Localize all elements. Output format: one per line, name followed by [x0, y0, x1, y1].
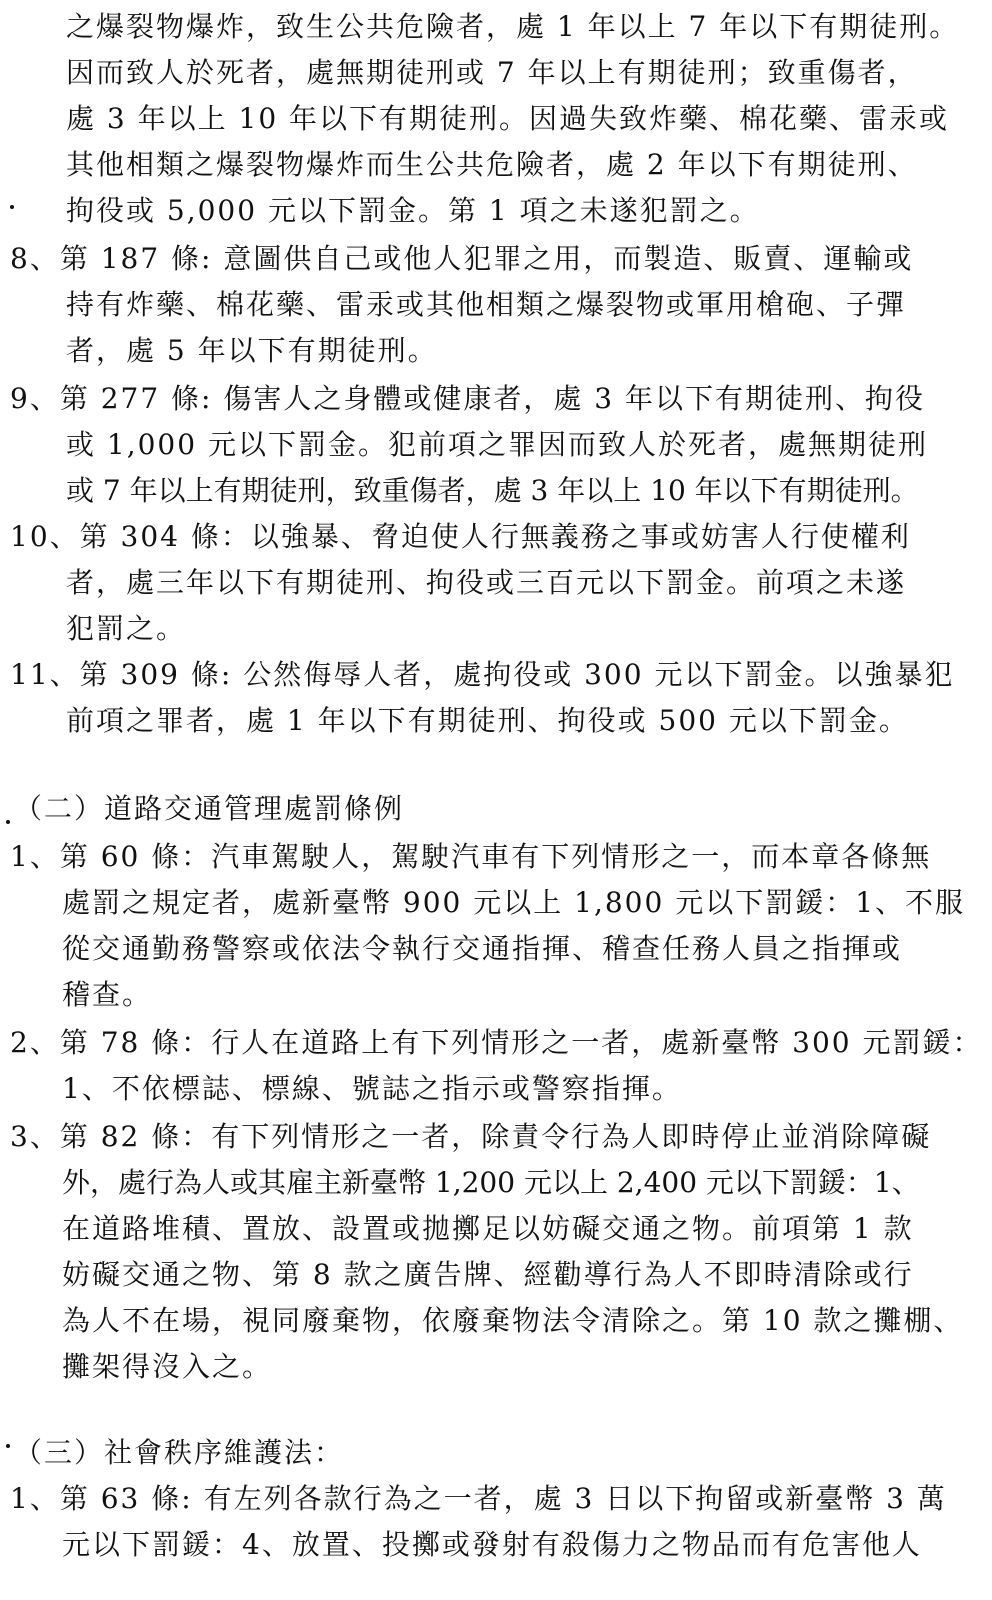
document-line: 或 7 年以上有期徒刑，致重傷者，處 3 年以上 10 年以下有期徒刑。	[66, 474, 919, 507]
document-line: 前項之罪者，處 1 年以下有期徒刑、拘役或 500 元以下罰金。	[66, 704, 909, 737]
document-line: 或 1,000 元以下罰金。犯前項之罪因而致人於死者，處無期徒刑	[66, 428, 928, 461]
document-line: 為人不在場，視同廢棄物，依廢棄物法令清除之。第 10 款之攤棚、	[62, 1304, 964, 1337]
document-line: 犯罰之。	[66, 612, 187, 645]
document-line: 處 3 年以上 10 年以下有期徒刑。因過失致炸藥、棉花藥、雷汞或	[66, 102, 950, 135]
document-line: 8、第 187 條: 意圖供自己或他人犯罪之用，而製造、販賣、運輸或	[10, 242, 914, 275]
document-line: 者，處三年以下有期徒刑、拘役或三百元以下罰金。前項之未遂	[66, 566, 907, 599]
document-line: 稽查。	[62, 978, 153, 1011]
document-line: （二）道路交通管理處罰條例	[14, 792, 405, 825]
document-line: 拘役或 5,000 元以下罰金。第 1 項之未遂犯罰之。	[66, 194, 760, 227]
document-line: 元以下罰鍰：4、放置、投擲或發射有殺傷力之物品而有危害他人	[62, 1528, 922, 1561]
document-line: 妨礙交通之物、第 8 款之廣告牌、經勸導行為人不即時清除或行	[62, 1258, 914, 1291]
document-line: 2、第 78 條：行人在道路上有下列情形之一者，處新臺幣 300 元罰鍰：	[10, 1026, 983, 1059]
document-line: 1、第 60 條：汽車駕駛人，駕駛汽車有下列情形之一，而本章各條無	[10, 840, 932, 873]
document-line: 持有炸藥、棉花藥、雷汞或其他相類之爆裂物或軍用槍砲、子彈	[66, 288, 907, 321]
document-line: 10、第 304 條：以強暴、脅迫使人行無義務之事或妨害人行使權利	[10, 520, 911, 553]
document-line: 者，處 5 年以下有期徒刑。	[66, 334, 438, 367]
document-line: 3、第 82 條：有下列情形之一者，除責令行為人即時停止並消除障礙	[10, 1120, 932, 1153]
document-line: 在道路堆積、置放、設置或拋擲足以妨礙交通之物。前項第 1 款	[62, 1212, 914, 1245]
scan-mark	[6, 820, 10, 824]
document-line: 1、不依標誌、標線、號誌之指示或警察指揮。	[62, 1072, 682, 1105]
document-line: （三）社會秩序維護法：	[14, 1436, 345, 1469]
document-line: 其他相類之爆裂物爆炸而生公共危險者，處 2 年以下有期徒刑、	[66, 148, 918, 181]
document-line: 9、第 277 條: 傷害人之身體或健康者，處 3 年以下有期徒刑、拘役	[10, 382, 926, 415]
scan-mark	[10, 205, 14, 209]
document-line: 1、第 63 條: 有左列各款行為之一者，處 3 日以下拘留或新臺幣 3 萬	[10, 1482, 947, 1515]
scan-mark	[6, 1444, 10, 1448]
document-line: 處罰之規定者，處新臺幣 900 元以上 1,800 元以下罰鍰：1、不服	[62, 886, 966, 919]
document-line: 因而致人於死者，處無期徒刑或 7 年以上有期徒刑；致重傷者，	[66, 56, 918, 89]
document-line: 攤架得沒入之。	[62, 1350, 273, 1383]
document-line: 從交通勤務警察或依法令執行交通指揮、稽查任務人員之指揮或	[62, 932, 903, 965]
document-line: 之爆裂物爆炸，致生公共危險者，處 1 年以上 7 年以下有期徒刑。	[66, 10, 960, 43]
document-line: 外，處行為人或其雇主新臺幣 1,200 元以上 2,400 元以下罰鍰：1、	[62, 1166, 920, 1199]
document-line: 11、第 309 條: 公然侮辱人者，處拘役或 300 元以下罰金。以強暴犯	[10, 658, 955, 691]
